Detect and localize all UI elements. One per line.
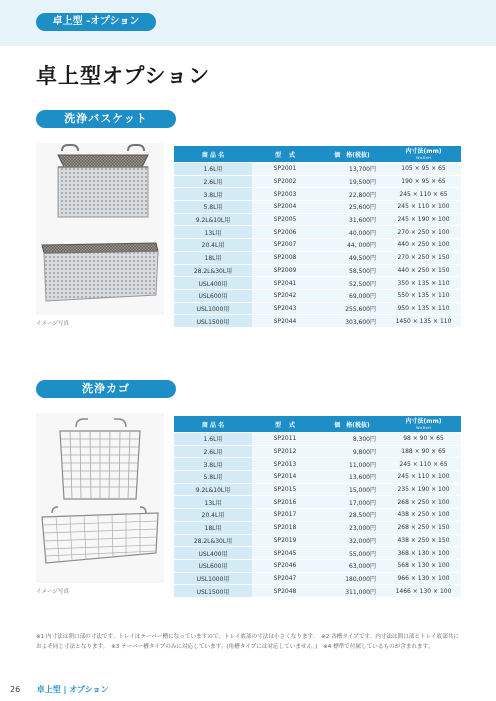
cell-price: 31,600円: [318, 214, 386, 226]
cell-dimensions: 98 × 90 × 65: [386, 433, 461, 445]
cell-product-name: 9.2L&10L用: [174, 214, 252, 226]
cell-product-name: 3.8L用: [174, 458, 252, 470]
basket-spec-table: [174, 145, 461, 328]
cell-price: 28,500円: [318, 509, 386, 521]
cage-table-body: [174, 433, 461, 597]
photo-caption: イメージ写真: [36, 321, 69, 327]
cell-model: SP2014: [252, 471, 318, 483]
cell-dimensions: 188 × 90 × 65: [386, 446, 461, 458]
cell-model: SP2004: [252, 201, 318, 213]
cell-model: SP2015: [252, 484, 318, 496]
cell-model: SP2002: [252, 176, 318, 188]
col-header-dims-label: 内寸法(mm): [405, 148, 442, 155]
cell-product-name: USL1000用: [174, 573, 252, 585]
cell-dimensions: 268 × 250 × 100: [386, 496, 461, 508]
table-row: [174, 176, 461, 188]
cell-product-name: 28.2L&30L用: [174, 265, 252, 277]
cell-product-name: USL600用: [174, 290, 252, 302]
table-row: [174, 315, 461, 327]
cell-model: SP2005: [252, 214, 318, 226]
table-row: [174, 522, 461, 534]
col-header-model: 型 式: [252, 146, 318, 162]
cell-price: 69,000円: [318, 290, 386, 302]
cell-dimensions: 245 × 110 × 100: [386, 471, 461, 483]
col-header-dims-unit: W×D×H: [416, 426, 431, 430]
cell-price: 255,600円: [318, 303, 386, 315]
table-row: [174, 471, 461, 483]
cell-dimensions: 1466 × 130 × 100: [386, 585, 461, 597]
cell-price: 17,000円: [318, 496, 386, 508]
cell-price: 25,600円: [318, 201, 386, 213]
cell-model: SP2041: [252, 277, 318, 289]
cell-price: 55,000円: [318, 547, 386, 559]
cell-dimensions: 440 × 250 × 150: [386, 265, 461, 277]
section-label-basket: 洗浄バスケット: [36, 110, 176, 128]
cell-dimensions: 245 × 110 × 100: [386, 201, 461, 213]
cell-price: 58,500円: [318, 265, 386, 277]
cell-price: 40,000円: [318, 226, 386, 238]
cell-product-name: 1.6L用: [174, 433, 252, 445]
cell-product-name: 9.2L&10L用: [174, 484, 252, 496]
cell-product-name: 5.8L用: [174, 201, 252, 213]
cell-product-name: 28.2L&30L用: [174, 535, 252, 547]
cell-model: SP2044: [252, 315, 318, 327]
table-row: [174, 446, 461, 458]
cell-product-name: USL600用: [174, 560, 252, 572]
cell-price: 13,700円: [318, 163, 386, 175]
cell-model: SP2042: [252, 290, 318, 302]
table-row: [174, 509, 461, 521]
cell-product-name: 18L用: [174, 522, 252, 534]
cell-dimensions: 245 × 110 × 65: [386, 188, 461, 200]
header-band: [0, 0, 496, 46]
col-header-price: 価 格(税抜): [318, 416, 386, 432]
table-row: [174, 547, 461, 559]
cell-model: SP2047: [252, 573, 318, 585]
cell-price: 22,800円: [318, 188, 386, 200]
cell-price: 13,600円: [318, 471, 386, 483]
table-row: [174, 188, 461, 200]
table-row: [174, 201, 461, 213]
cell-dimensions: 1450 × 135 × 110: [386, 315, 461, 327]
cell-model: SP2011: [252, 433, 318, 445]
cell-product-name: USL400用: [174, 277, 252, 289]
cell-dimensions: 268 × 250 × 150: [386, 522, 461, 534]
cell-model: SP2001: [252, 163, 318, 175]
table-row: [174, 458, 461, 470]
footer-label: 卓上型 | オプション: [36, 685, 109, 694]
table-row: [174, 496, 461, 508]
table-row: [174, 163, 461, 175]
table-row: [174, 560, 461, 572]
table-row: [174, 535, 461, 547]
cell-model: SP2006: [252, 226, 318, 238]
cell-product-name: 13L用: [174, 496, 252, 508]
cell-price: 8,300円: [318, 433, 386, 445]
cell-dimensions: 438 × 250 × 100: [386, 509, 461, 521]
table-row: [174, 585, 461, 597]
cell-dimensions: 966 × 130 × 100: [386, 573, 461, 585]
cell-model: SP2046: [252, 560, 318, 572]
basket-table-body: [174, 163, 461, 327]
cell-price: 311,000円: [318, 585, 386, 597]
cage-photo: [36, 413, 164, 583]
cell-product-name: 3.8L用: [174, 188, 252, 200]
cell-model: SP2009: [252, 265, 318, 277]
category-tag: 卓上型 -オプション: [36, 13, 156, 31]
cell-model: SP2007: [252, 239, 318, 251]
table-row: [174, 214, 461, 226]
cell-product-name: USL1000用: [174, 303, 252, 315]
cell-model: SP2019: [252, 535, 318, 547]
cage-spec-table: [174, 415, 461, 598]
cell-model: SP2008: [252, 252, 318, 264]
cell-product-name: 20.4L用: [174, 239, 252, 251]
cell-price: 52,500円: [318, 277, 386, 289]
cell-dimensions: 550 × 135 × 110: [386, 290, 461, 302]
col-header-model: 型 式: [252, 416, 318, 432]
table-row: [174, 226, 461, 238]
table-row: [174, 252, 461, 264]
cell-price: 63,000円: [318, 560, 386, 572]
cell-dimensions: 245 × 190 × 100: [386, 214, 461, 226]
table-row: [174, 290, 461, 302]
cell-price: 44, 000円: [318, 239, 386, 251]
page-footer: [10, 684, 109, 695]
cell-product-name: USL400用: [174, 547, 252, 559]
table-row: [174, 303, 461, 315]
cell-dimensions: 245 × 110 × 65: [386, 458, 461, 470]
footnotes: ※1 内寸法は開口部の寸法です。トレイはテーパー槽になっていますので、トレイ底部の寸法は小さくなります。 ※2 各槽タイプです。内寸法は開口部とトレイ底部共におよそ同じ寸法となります。 ※3 テーパー槽タイプのみに対応しています。(角槽タイプには対応していません。) ※4 標準で付属しているものが含まれます。: [36, 634, 459, 650]
cell-dimensions: 368 × 130 × 100: [386, 547, 461, 559]
cell-dimensions: 440 × 250 × 100: [386, 239, 461, 251]
cell-model: SP2043: [252, 303, 318, 315]
cell-model: SP2003: [252, 188, 318, 200]
basket-illustration: [36, 143, 164, 315]
cell-price: 180,000円: [318, 573, 386, 585]
cell-dimensions: 270 × 250 × 100: [386, 226, 461, 238]
cell-price: 9,800円: [318, 446, 386, 458]
cell-model: SP2016: [252, 496, 318, 508]
cell-price: 32,000円: [318, 535, 386, 547]
cell-price: 11,000円: [318, 458, 386, 470]
cell-model: SP2018: [252, 522, 318, 534]
cell-product-name: USL1500用: [174, 585, 252, 597]
cell-model: SP2012: [252, 446, 318, 458]
col-header-name: 商 品 名: [174, 146, 252, 162]
cell-dimensions: 438 × 250 × 150: [386, 535, 461, 547]
cell-model: SP2017: [252, 509, 318, 521]
cell-price: 49,500円: [318, 252, 386, 264]
table-header-row: [174, 416, 461, 432]
table-row: [174, 573, 461, 585]
section-label-cage: 洗浄カゴ: [36, 380, 176, 398]
col-header-dims-label: 内寸法(mm): [405, 418, 442, 425]
col-header-dims: [386, 416, 461, 432]
cell-product-name: 20.4L用: [174, 509, 252, 521]
cell-product-name: 5.8L用: [174, 471, 252, 483]
cell-dimensions: 190 × 95 × 65: [386, 176, 461, 188]
cell-product-name: 18L用: [174, 252, 252, 264]
cell-dimensions: 235 × 190 × 100: [386, 484, 461, 496]
cell-model: SP2048: [252, 585, 318, 597]
cell-product-name: 2.6L用: [174, 176, 252, 188]
basket-photo: [36, 143, 164, 315]
cell-product-name: USL1500用: [174, 315, 252, 327]
cell-price: 15,000円: [318, 484, 386, 496]
cell-model: SP2045: [252, 547, 318, 559]
col-header-dims-unit: W×D×H: [416, 156, 431, 160]
table-header-row: [174, 146, 461, 162]
page-title: 卓上型オプション: [36, 64, 211, 88]
cage-illustration: [36, 413, 164, 583]
table-row: [174, 239, 461, 251]
cell-dimensions: 105 × 95 × 65: [386, 163, 461, 175]
cell-price: 23,000円: [318, 522, 386, 534]
photo-caption: イメージ写真: [36, 589, 69, 595]
table-row: [174, 277, 461, 289]
table-row: [174, 265, 461, 277]
col-header-price: 価 格(税抜): [318, 146, 386, 162]
table-row: [174, 433, 461, 445]
col-header-dims: [386, 146, 461, 162]
col-header-name: 商 品 名: [174, 416, 252, 432]
page-number: 26: [10, 685, 21, 694]
cell-dimensions: 270 × 250 × 150: [386, 252, 461, 264]
cell-dimensions: 950 × 135 × 110: [386, 303, 461, 315]
cell-product-name: 2.6L用: [174, 446, 252, 458]
cell-dimensions: 350 × 135 × 110: [386, 277, 461, 289]
table-row: [174, 484, 461, 496]
cell-product-name: 1.6L用: [174, 163, 252, 175]
cell-dimensions: 568 × 130 × 100: [386, 560, 461, 572]
cell-price: 19,500円: [318, 176, 386, 188]
cell-model: SP2013: [252, 458, 318, 470]
cell-price: 303,600円: [318, 315, 386, 327]
cell-product-name: 13L用: [174, 226, 252, 238]
